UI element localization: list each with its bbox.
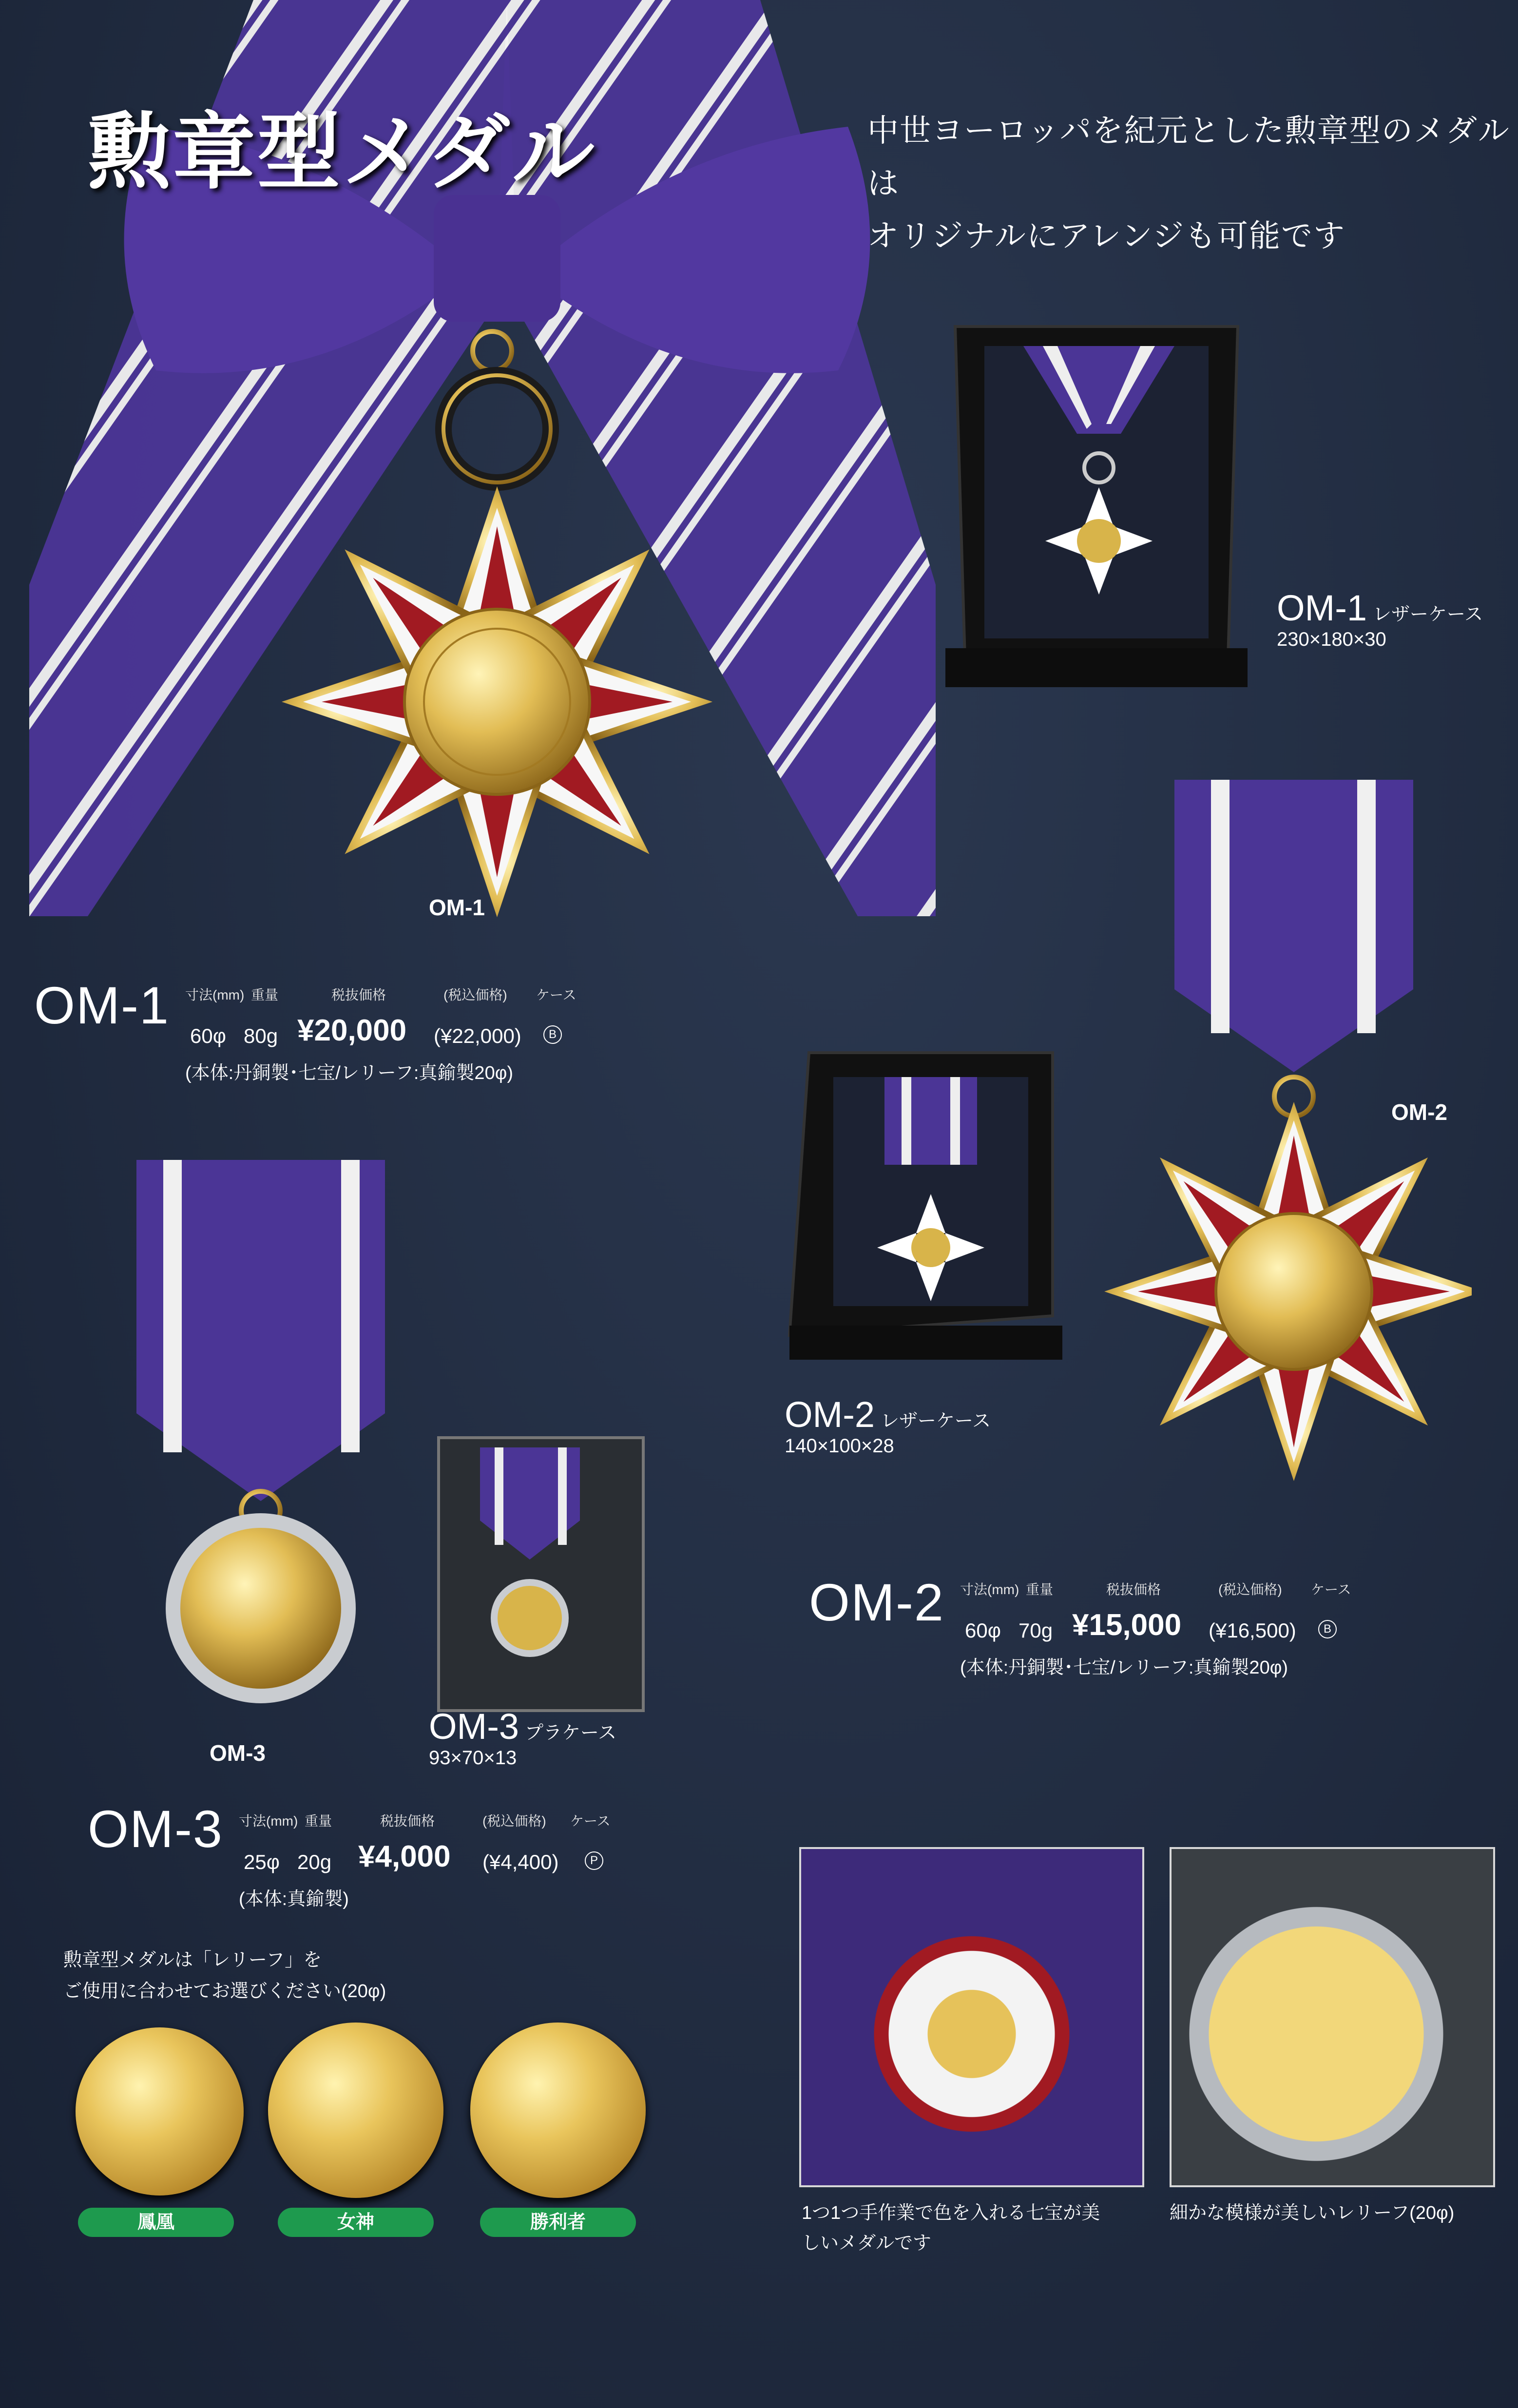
om3-spec-row	[244, 1840, 682, 1874]
om3-case-type: プラケース	[525, 1723, 617, 1743]
header-tax-price: (税込価格)	[443, 987, 507, 1002]
header-price: 税抜価格	[1106, 1582, 1161, 1597]
om3-case-name: OM-3	[429, 1706, 519, 1747]
om1-case-image	[945, 307, 1248, 687]
om1-case-name: OM-1	[1277, 588, 1367, 628]
om3-size: 25φ	[244, 1850, 280, 1873]
om1-case-dims: 230×180×30	[1277, 629, 1386, 650]
om2-case-name: OM-2	[785, 1394, 875, 1435]
relief-option-shorisha: 勝利者	[480, 2208, 636, 2237]
header-case: ケース	[1311, 1582, 1351, 1597]
relief-megami-image	[268, 2023, 443, 2198]
om3-case-label	[429, 1706, 616, 1769]
header-tax-price: (税込価格)	[482, 1813, 546, 1829]
om1-spec-header	[185, 984, 624, 1004]
om2-size: 60φ	[965, 1619, 1001, 1642]
header-size: 寸法(mm)	[960, 1582, 1019, 1597]
om2-case-image	[780, 1043, 1072, 1365]
om1-price: ¥20,000	[297, 1014, 407, 1047]
intro-line-1: 中世ヨーロッパを紀元とした勲章型のメダルは	[867, 113, 1510, 202]
page-title: 勲章型メダル	[88, 103, 597, 201]
om3-medal-image	[136, 1160, 390, 1720]
relief-closeup-photo	[1170, 1847, 1495, 2187]
om3-note: (本体:真鍮製)	[239, 1889, 349, 1909]
intro-text	[867, 105, 1518, 263]
relief-shorisha-image	[470, 2023, 646, 2198]
om1-note: (本体:丹銅製･七宝/レリーフ:真鍮製20φ)	[185, 1063, 513, 1083]
om2-spec-header	[960, 1579, 1399, 1599]
om1-case-label	[1277, 587, 1483, 651]
om3-weight: 20g	[297, 1850, 332, 1873]
enamel-caption	[802, 2198, 1100, 2258]
om3-spec-header	[239, 1811, 677, 1830]
om1-size: 60φ	[190, 1024, 226, 1047]
om2-case-dims: 140×100×28	[785, 1435, 894, 1457]
header-size: 寸法(mm)	[185, 987, 245, 1002]
intro-line-2: オリジナルにアレンジも可能です	[867, 218, 1346, 254]
enamel-caption-line-1: 1つ1つ手作業で色を入れる七宝が美	[802, 2203, 1100, 2223]
header-case: ケース	[570, 1813, 611, 1829]
om1-case-type: レザーケース	[1373, 604, 1483, 625]
relief-houou-image	[76, 2027, 244, 2196]
enamel-caption-line-2: しいメダルです	[802, 2233, 932, 2254]
om1-weight: 80g	[244, 1024, 278, 1047]
relief-option-megami: 女神	[278, 2208, 434, 2237]
om2-case-code: B	[1318, 1620, 1337, 1638]
om2-medal-image	[1072, 780, 1472, 1511]
header-weight: 重量	[1026, 1582, 1054, 1597]
om3-case-dims: 93×70×13	[429, 1747, 517, 1769]
om2-case-type: レザーケース	[881, 1411, 991, 1431]
om2-price: ¥15,000	[1072, 1608, 1182, 1642]
om3-model: OM-3	[88, 1799, 223, 1858]
om1-model: OM-1	[34, 976, 170, 1035]
om2-image-label: OM-2	[1391, 1099, 1447, 1125]
header-case: ケース	[536, 987, 576, 1002]
om1-spec-row	[190, 1014, 629, 1048]
om3-image-label: OM-3	[210, 1740, 266, 1766]
om3-tax-price: (¥4,400)	[482, 1850, 559, 1873]
om1-tax-price: (¥22,000)	[434, 1024, 521, 1047]
om3-price: ¥4,000	[358, 1840, 451, 1873]
om2-spec-row	[965, 1608, 1403, 1642]
om2-note: (本体:丹銅製･七宝/レリーフ:真鍮製20φ)	[960, 1657, 1288, 1678]
relief-intro-line-2: ご使用に合わせてお選びください(20φ)	[63, 1981, 386, 2002]
relief-intro-line-1: 勲章型メダルは「レリーフ」を	[63, 1950, 322, 1970]
header-weight: 重量	[251, 987, 279, 1002]
relief-intro	[63, 1945, 386, 2007]
enamel-closeup-photo	[799, 1847, 1144, 2187]
om2-weight: 70g	[1018, 1619, 1053, 1642]
om2-tax-price: (¥16,500)	[1209, 1619, 1296, 1642]
om3-case-code: P	[585, 1851, 603, 1870]
relief-option-houou: 鳳凰	[78, 2208, 234, 2237]
om2-model: OM-2	[809, 1573, 944, 1632]
header-price: 税抜価格	[380, 1813, 435, 1829]
om1-image-label: OM-1	[429, 895, 485, 920]
header-size: 寸法(mm)	[239, 1813, 298, 1829]
om2-case-label	[785, 1394, 991, 1457]
om3-case-image	[434, 1433, 648, 1715]
header-tax-price: (税込価格)	[1218, 1582, 1282, 1597]
relief-caption: 細かな模様が美しいレリーフ(20φ)	[1170, 2203, 1455, 2223]
header-weight: 重量	[305, 1813, 332, 1829]
om1-case-code: B	[543, 1025, 562, 1044]
header-price: 税抜価格	[331, 987, 386, 1002]
